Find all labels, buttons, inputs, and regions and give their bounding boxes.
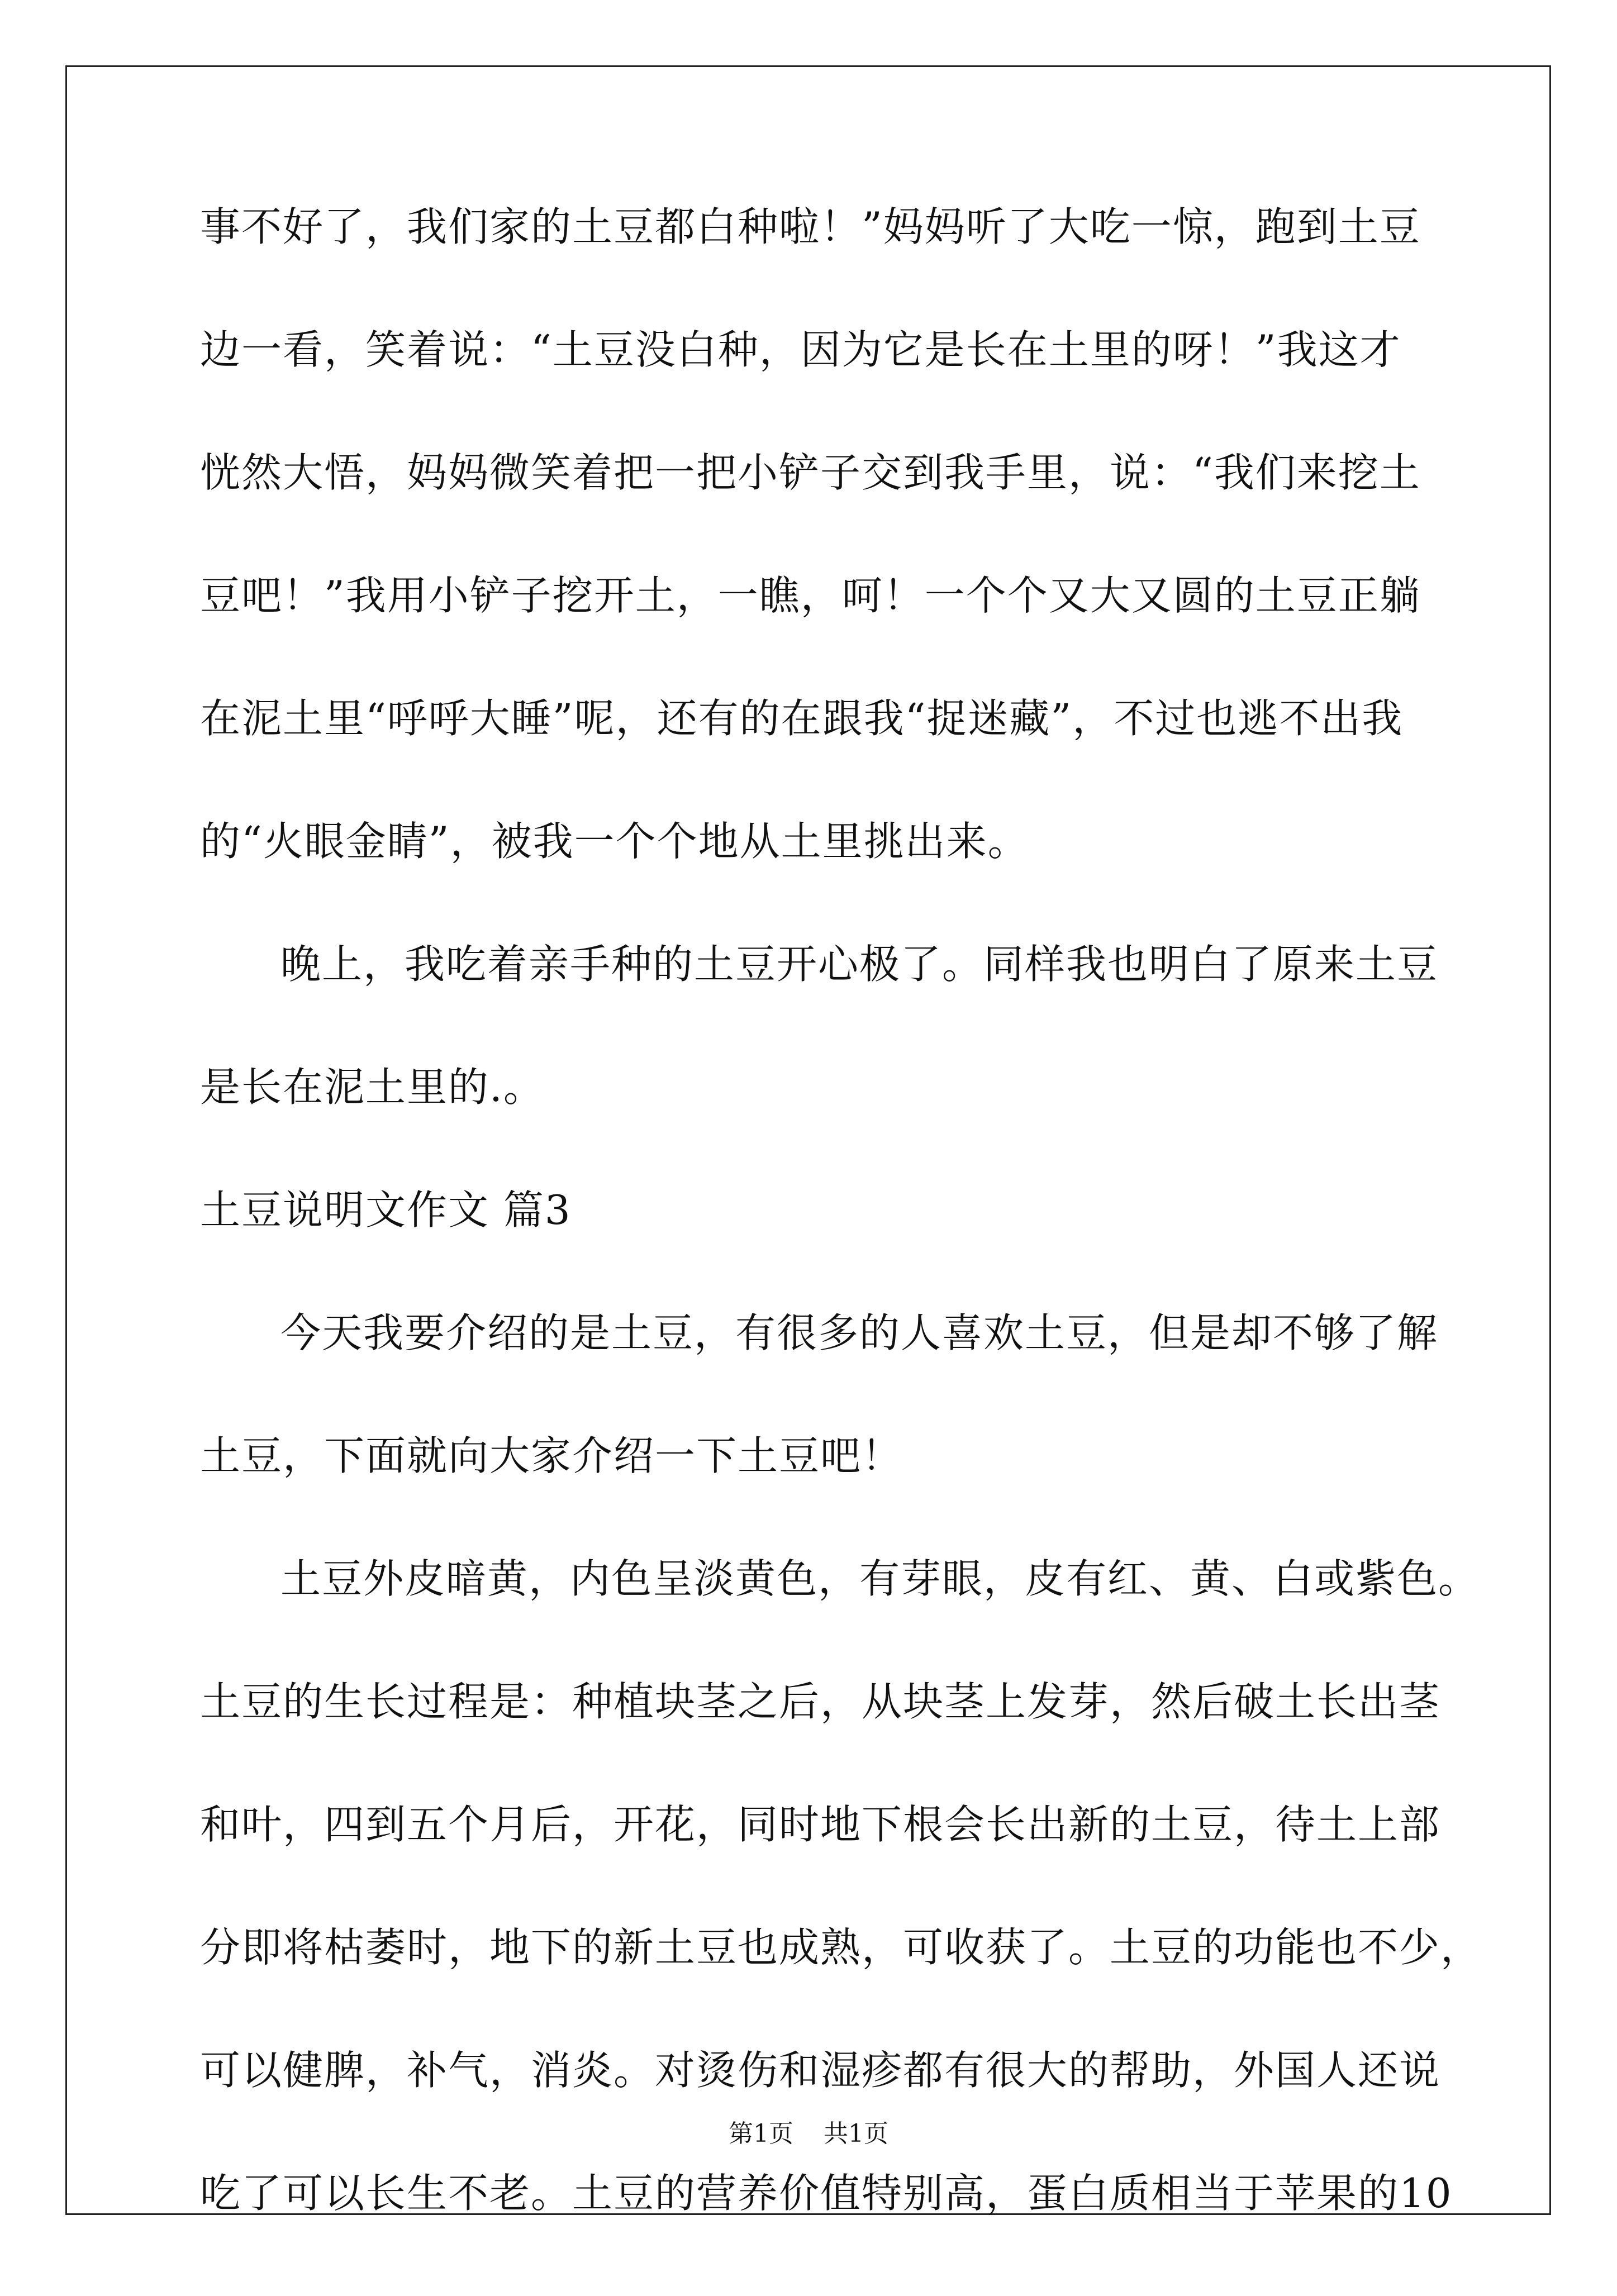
text-line: 土豆，下面就向大家介绍一下土豆吧！ bbox=[200, 1432, 903, 1479]
page-footer bbox=[0, 2119, 1617, 2148]
paragraph-start-line: 晚上，我吃着亲手种的土豆开心极了。同样我也明白了原来土豆 bbox=[280, 941, 1439, 988]
text-line: 和叶，四到五个月后，开花，同时地下根会长出新的土豆，待土上部 bbox=[200, 1801, 1441, 1848]
text-line: 事不好了，我们家的土豆都白种啦！”妈妈听了大吃一惊，跑到土豆 bbox=[200, 203, 1421, 250]
document-body bbox=[200, 203, 1482, 2296]
text-line: 的“火眼金睛”，被我一个个地从土里挑出来。 bbox=[200, 818, 1029, 865]
section-heading: 土豆说明文作文 篇3 bbox=[200, 1187, 572, 1233]
text-line: 在泥土里“呼呼大睡”呢，还有的在跟我“捉迷藏”，不过也逃不出我 bbox=[200, 695, 1404, 742]
text-line: 恍然大悟，妈妈微笑着把一把小铲子交到我手里，说：“我们来挖土 bbox=[200, 449, 1421, 496]
text-line: 是长在泥土里的.。 bbox=[200, 1064, 545, 1111]
paragraph-start-line: 土豆外皮暗黄，内色呈淡黄色，有芽眼，皮有红、黄、白或紫色。 bbox=[280, 1555, 1480, 1602]
text-line: 边一看，笑着说：“土豆没白种，因为它是长在土里的呀！”我这才 bbox=[200, 326, 1401, 373]
text-line: 吃了可以长生不老。土豆的营养价值特别高，蛋白质相当于苹果的10 bbox=[200, 2170, 1453, 2217]
text-line: 豆吧！”我用小铲子挖开土，一瞧，呵！一个个又大又圆的土豆正躺 bbox=[200, 572, 1421, 619]
paragraph-start-line: 今天我要介绍的是土豆，有很多的人喜欢土豆，但是却不够了解 bbox=[280, 1309, 1439, 1356]
page-number: 第1页 bbox=[729, 2119, 793, 2148]
text-line: 土豆的生长过程是：种植块茎之后，从块茎上发芽，然后破土长出茎 bbox=[200, 1678, 1441, 1725]
page-total: 共1页 bbox=[824, 2119, 888, 2148]
text-line: 分即将枯萎时，地下的新土豆也成熟，可收获了。土豆的功能也不少， bbox=[200, 1924, 1482, 1971]
text-line: 可以健脾，补气，消炎。对烫伤和湿疹都有很大的帮助，外国人还说 bbox=[200, 2047, 1441, 2094]
